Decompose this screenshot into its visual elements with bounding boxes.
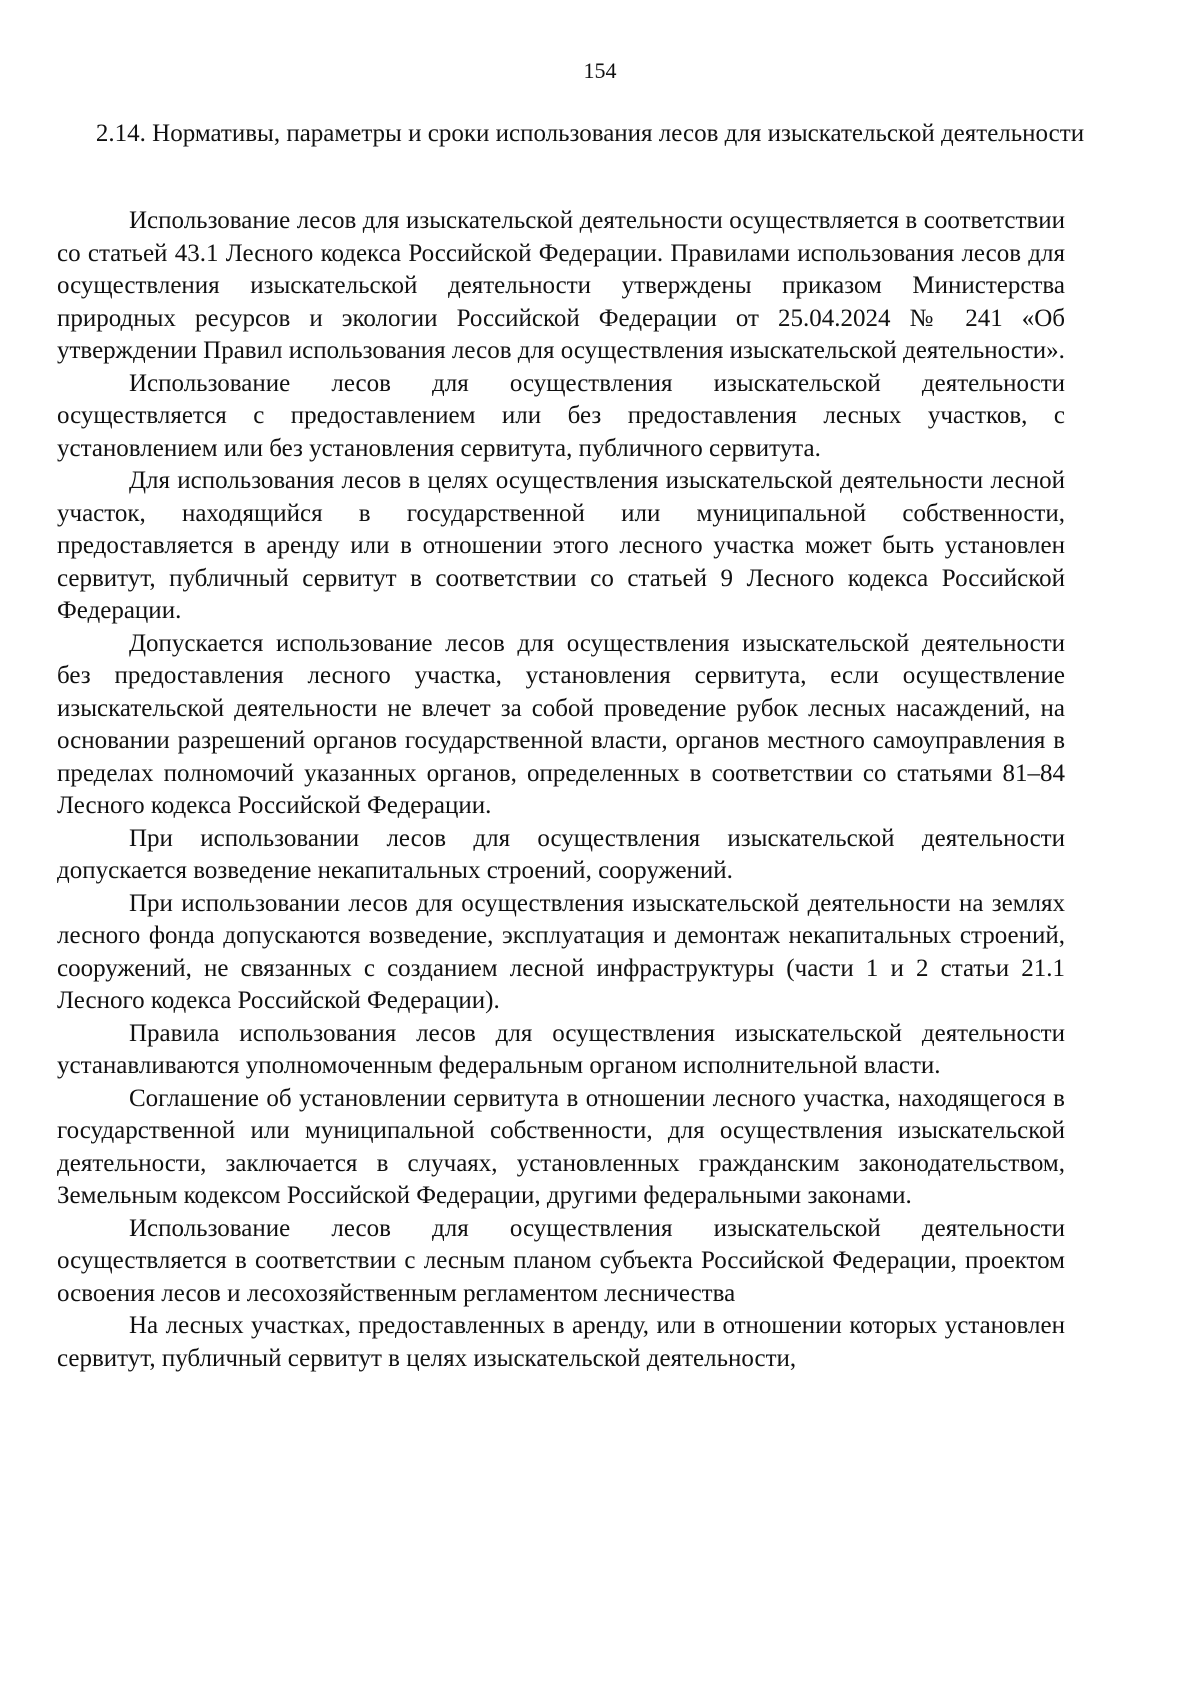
paragraph: При использовании лесов для осуществления изыскательской деятельности допускается возведение некапитальных строений, сооружений.	[57, 824, 1065, 884]
paragraph: Использование лесов для осуществления изыскательской деятельности осуществляется в соответствии с лесным планом субъекта Российской Федерации, проектом освоения лесов и лесохозяйственным регламентом лесничества	[57, 1214, 1065, 1307]
paragraph: Использование лесов для изыскательской деятельности осуществляется в соответствии со статьей 43.1 Лесного кодекса Российской Федерации. Правилами использования лесов для осуществления изыскательской деятельности утверждены приказом Министерства природных ресурсов и экологии Российской Федерации от 25.04.2024 № 241 «Об утверждении Правил использования лесов для осуществления изыскательской деятельности».	[57, 207, 1065, 364]
paragraph: Для использования лесов в целях осуществления изыскательской деятельности лесной участок, находящийся в государственной или муниципальной собственности, предоставляется в аренду или в отношении этого лесного участка может быть установлен сервитут, публичный сервитут в соответствии со статьей 9 Лесного кодекса Российской Федерации.	[57, 467, 1065, 624]
paragraph: Соглашение об установлении сервитута в отношении лесного участка, находящегося в государственной или муниципальной собственности, для осуществления изыскательской деятельности, заключается в случаях, установленных гражданским законодательством, Земельным кодексом Российской Федерации, другими федеральными законами.	[57, 1084, 1065, 1209]
body-text	[57, 205, 1065, 1375]
paragraph: Использование лесов для осуществления изыскательской деятельности осуществляется с предоставлением или без предоставления лесных участков, с установлением или без установления сервитута, публичного сервитута.	[57, 369, 1065, 462]
section-heading: 2.14. Нормативы, параметры и сроки использования лесов для изыскательской деятельности	[95, 120, 1085, 147]
paragraph: Правила использования лесов для осуществления изыскательской деятельности устанавливаются уполномоченным федеральным органом исполнительной власти.	[57, 1019, 1065, 1079]
paragraph: На лесных участках, предоставленных в аренду, или в отношении которых установлен сервитут, публичный сервитут в целях изыскательской деятельности,	[57, 1312, 1065, 1372]
paragraph: Допускается использование лесов для осуществления изыскательской деятельности без предоставления лесного участка, установления сервитута, если осуществление изыскательской деятельности не влечет за собой проведение рубок лесных насаждений, на основании разрешений органов государственной власти, органов местного самоуправления в пределах полномочий указанных органов, определенных в соответствии со статьями 81–84 Лесного кодекса Российской Федерации.	[57, 629, 1065, 819]
paragraph: При использовании лесов для осуществления изыскательской деятельности на землях лесного фонда допускаются возведение, эксплуатация и демонтаж некапитальных строений, сооружений, не связанных с созданием лесной инфраструктуры (части 1 и 2 статьи 21.1 Лесного кодекса Российской Федерации).	[57, 889, 1065, 1014]
page-number: 154	[583, 58, 617, 83]
